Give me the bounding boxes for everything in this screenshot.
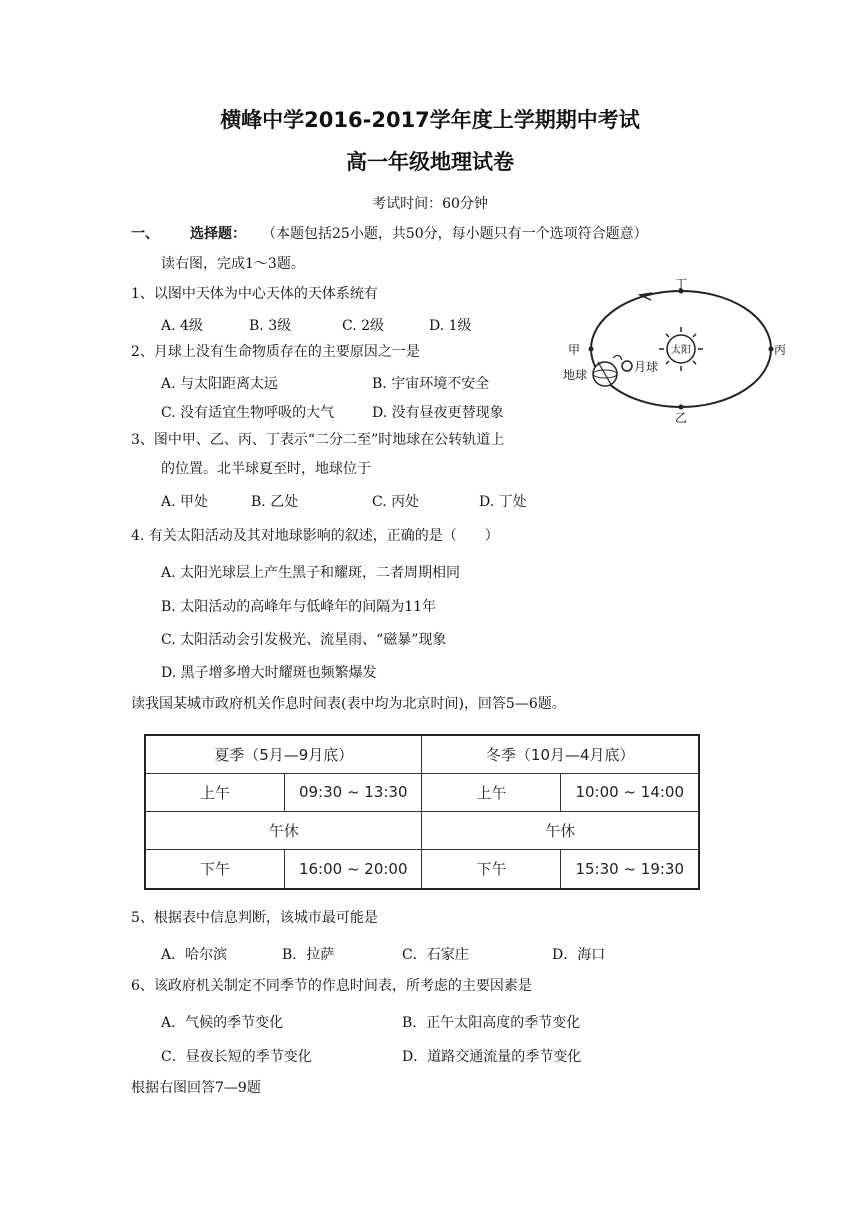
- q2-option-a: A. 与太阳距离太远: [161, 376, 279, 392]
- q1-option-a: A. 4级: [161, 318, 203, 334]
- intro-q7-9: 根据右图回答7—9题: [131, 1080, 261, 1096]
- pos-yi-label: 乙: [674, 411, 688, 425]
- section-heading: 选择题：: [190, 226, 246, 242]
- section-number: 一、: [131, 226, 159, 242]
- q4-option-c: C. 太阳活动会引发极光、流星雨、“磁暴”现象: [161, 632, 447, 648]
- earth-icon: [593, 362, 617, 386]
- q6-option-a: A．气候的季节变化: [161, 1015, 284, 1031]
- exam-subtitle: 高一年级地理试卷: [346, 150, 514, 174]
- winter-am-label: 上午: [422, 773, 561, 811]
- q3-option-b: B. 乙处: [251, 494, 299, 510]
- summer-header: 夏季（5月—9月底）: [145, 735, 422, 773]
- q3-option-c: C. 丙处: [372, 494, 420, 510]
- summer-pm-time: 16:00 ~ 20:00: [285, 849, 422, 889]
- q1-option-d: D. 1级: [429, 318, 472, 334]
- winter-am-time: 10:00 ~ 14:00: [561, 773, 699, 811]
- q2-option-d: D. 没有昼夜更替现象: [372, 405, 504, 421]
- earth-label: 地球: [563, 368, 588, 382]
- moon-icon: [622, 361, 632, 371]
- q4-option-d: D. 黑子增多增大时耀斑也频繁爆发: [161, 665, 377, 681]
- q5-stem: 5、根据表中信息判断，该城市最可能是: [131, 910, 378, 926]
- q4-stem: 4. 有关太阳活动及其对地球影响的叙述，正确的是（ ）: [131, 528, 499, 544]
- exam-title: 横峰中学2016-2017学年度上学期期中考试: [220, 108, 640, 132]
- winter-noon-label: 午休: [422, 811, 699, 849]
- q5-option-d: D．海口: [552, 947, 606, 963]
- q2-stem: 2、月球上没有生命物质存在的主要原因之一是: [131, 344, 420, 360]
- q6-option-d: D．道路交通流量的季节变化: [402, 1049, 582, 1065]
- q2-option-b: B. 宇宙环境不安全: [372, 376, 490, 392]
- intro-q1-3: 读右图，完成1～3题。: [161, 256, 305, 272]
- q4-option-b: B. 太阳活动的高峰年与低峰年的间隔为11年: [161, 599, 437, 615]
- q1-stem: 1、以图中天体为中心天体的天体系统有: [131, 286, 378, 302]
- q5-option-c: C．石家庄: [402, 947, 469, 963]
- summer-am-time: 09:30 ~ 13:30: [285, 773, 422, 811]
- q4-option-a: A. 太阳光球层上产生黑子和耀斑，二者周期相同: [161, 565, 461, 581]
- section-note: （本题包括25小题，共50分，每小题只有一个选项符合题意）: [262, 226, 648, 242]
- q1-option-b: B. 3级: [249, 318, 292, 334]
- intro-q5-6: 读我国某城市政府机关作息时间表(表中均为北京时间)，回答5—6题。: [131, 696, 566, 712]
- exam-time: 考试时间：60分钟: [372, 196, 488, 212]
- q1-option-c: C. 2级: [342, 318, 385, 334]
- summer-am-label: 上午: [145, 773, 285, 811]
- moon-orbit-arrow-icon: [613, 355, 622, 360]
- q3-option-d: D. 丁处: [479, 494, 527, 510]
- q5-option-a: A．哈尔滨: [161, 947, 228, 963]
- pos-yi-dot: [679, 405, 684, 410]
- pos-jia-label: 甲: [568, 343, 581, 357]
- moon-label: 月球: [634, 360, 659, 374]
- q6-stem: 6、该政府机关制定不同季节的作息时间表，所考虑的主要因素是: [131, 978, 532, 994]
- pos-jia-dot: [589, 347, 594, 352]
- q3-stem-line1: 3、图中甲、乙、丙、丁表示“二分二至”时地球在公转轨道上: [131, 432, 505, 448]
- sun-label: 太阳: [671, 345, 691, 356]
- q5-option-b: B．拉萨: [282, 947, 335, 963]
- q6-option-b: B．正午太阳高度的季节变化: [402, 1015, 581, 1031]
- orbit-diagram: [556, 278, 816, 428]
- q6-option-c: C．昼夜长短的季节变化: [161, 1049, 312, 1065]
- q2-option-c: C. 没有适宜生物呼吸的大气: [161, 405, 335, 421]
- summer-noon-label: 午休: [145, 811, 422, 849]
- pos-bing-dot: [769, 347, 774, 352]
- winter-pm-time: 15:30 ~ 19:30: [561, 849, 699, 889]
- summer-pm-label: 下午: [145, 849, 285, 889]
- pos-ding-label: 丁: [674, 278, 688, 291]
- schedule-table: [144, 734, 700, 890]
- q3-option-a: A. 甲处: [161, 494, 209, 510]
- orbit-arrow-icon: [640, 293, 652, 300]
- q3-stem-line2: 的位置。北半球夏至时，地球位于: [161, 461, 371, 477]
- pos-bing-label: 丙: [774, 343, 787, 357]
- winter-header: 冬季（10月—4月底）: [422, 735, 699, 773]
- winter-pm-label: 下午: [422, 849, 561, 889]
